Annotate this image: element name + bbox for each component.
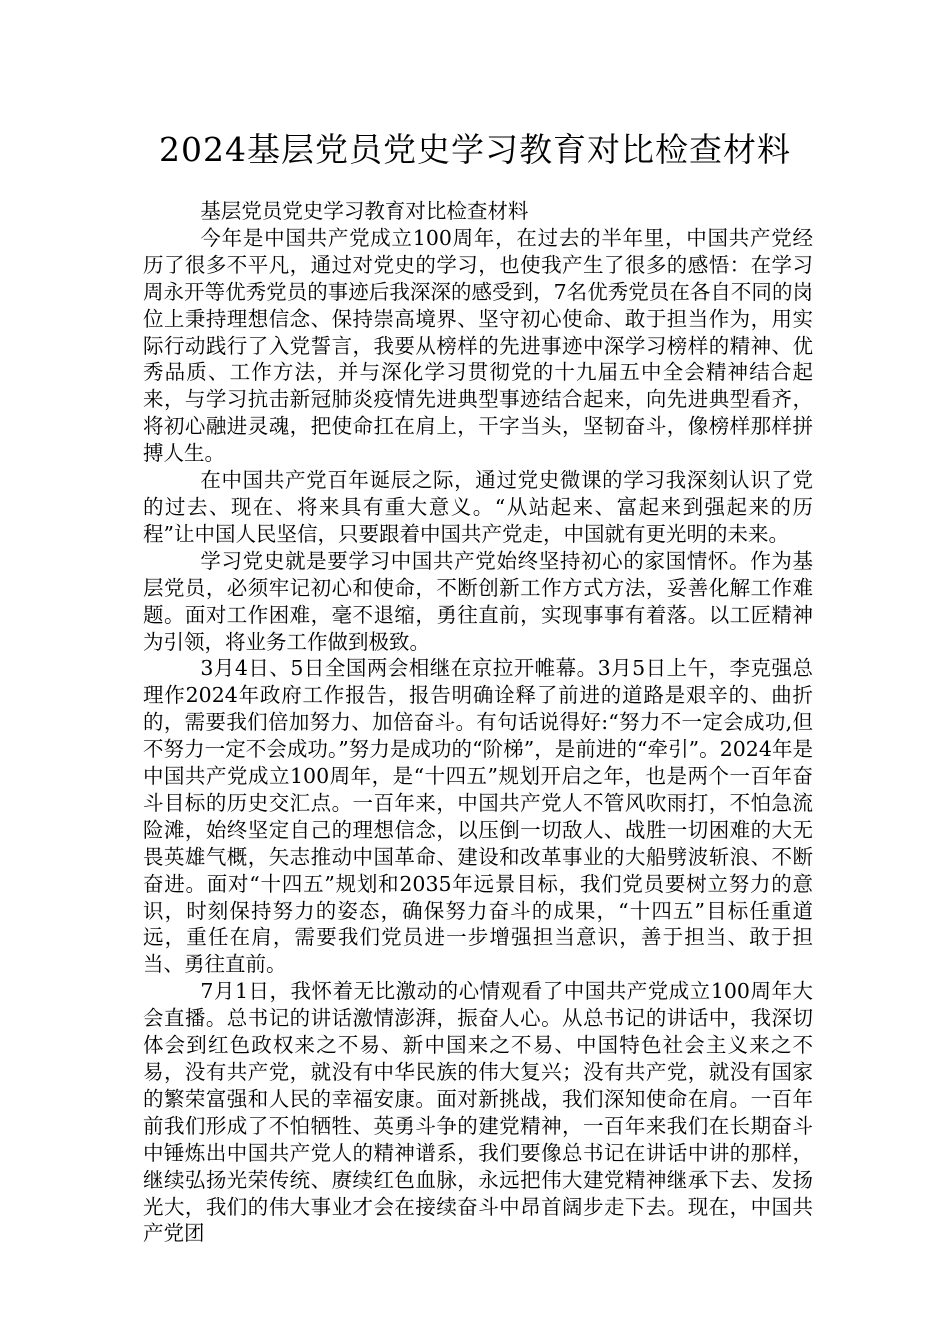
document-title: 2024基层党员党史学习教育对比检查材料 [159, 130, 791, 169]
document-body [143, 198, 813, 1247]
paragraph-4: 3月4日、5日全国两会相继在京拉开帷幕。3月5日上午，李克强总理作2024年政府工作报告，报告明确诠释了前进的道路是艰辛的、曲折的，需要我们倍加努力、加倍奋斗。有句话说得好:“努力不一定会成功,但不努力一定不会成功。”努力是成功的“阶梯”，是前进的“牵引”。2024年是中国共产党成立100周年，是“十四五”规划开启之年，也是两个一百年奋斗目标的历史交汇点。一百年来，中国共产党人不管风吹雨打，不怕急流险滩，始终坚定自己的理想信念，以压倒一切敌人、战胜一切困难的大无畏英雄气概，矢志推动中国革命、建设和改革事业的大船劈波斩浪、不断奋进。面对“十四五”规划和2035年远景目标，我们党员要树立努力的意识，时刻保持努力的姿态，确保努力奋斗的成果，“十四五”目标任重道远，重任在肩，需要我们党员进一步增强担当意识，善于担当、敢于担当、勇往直前。 [143, 656, 813, 977]
paragraph-subtitle: 基层党员党史学习教育对比检查材料 [200, 199, 529, 223]
paragraph-2: 在中国共产党百年诞辰之际，通过党史微课的学习我深刻认识了党的过去、现在、将来具有重大意义。“从站起来、富起来到强起来的历程”让中国人民坚信，只要跟着中国共产党走，中国就有更光明的未来。 [143, 468, 813, 546]
paragraph-3: 学习党史就是要学习中国共产党始终坚持初心的家国情怀。作为基层党员，必须牢记初心和使命，不断创新工作方式方法，妥善化解工作难题。面对工作困难，毫不退缩，勇往直前，实现事事有着落。以工匠精神为引领，将业务工作做到极致。 [143, 548, 813, 654]
paragraph-5: 7月1日，我怀着无比激动的心情观看了中国共产党成立100周年大会直播。总书记的讲话激情澎湃，振奋人心。从总书记的讲话中，我深切体会到红色政权来之不易、新中国来之不易、中国特色社会主义来之不易，没有共产党，就没有中华民族的伟大复兴；没有共产党，就没有国家的繁荣富强和人民的幸福安康。面对新挑战，我们深知使命在肩。一百年前我们形成了不怕牺牲、英勇斗争的建党精神，一百年来我们在长期奋斗中锤炼出中国共产党人的精神谱系，我们要像总书记在讲话中讲的那样，继续弘扬光荣传统、赓续红色血脉，永远把伟大建党精神继承下去、发扬光大，我们的伟大事业才会在接续奋斗中昂首阔步走下去。现在，中国共产党团 [143, 979, 813, 1246]
paragraph-1: 今年是中国共产党成立100周年，在过去的半年里，中国共产党经历了很多不平凡，通过对党史的学习，也使我产生了很多的感悟：在学习周永开等优秀党员的事迹后我深深的感受到，7名优秀党员在各自不同的岗位上秉持理想信念、保持崇高境界、坚守初心使命、敢于担当作为，用实际行动践行了入党誓言，我要从榜样的先进事迹中深学习榜样的精神、优秀品质、工作方法，并与深化学习贯彻党的十九届五中全会精神结合起来，与学习抗击新冠肺炎疫情先进典型事迹结合起来，向先进典型看齐，将初心融进灵魂，把使命扛在肩上，干字当头，坚韧奋斗，像榜样那样拼搏人生。 [143, 225, 813, 466]
